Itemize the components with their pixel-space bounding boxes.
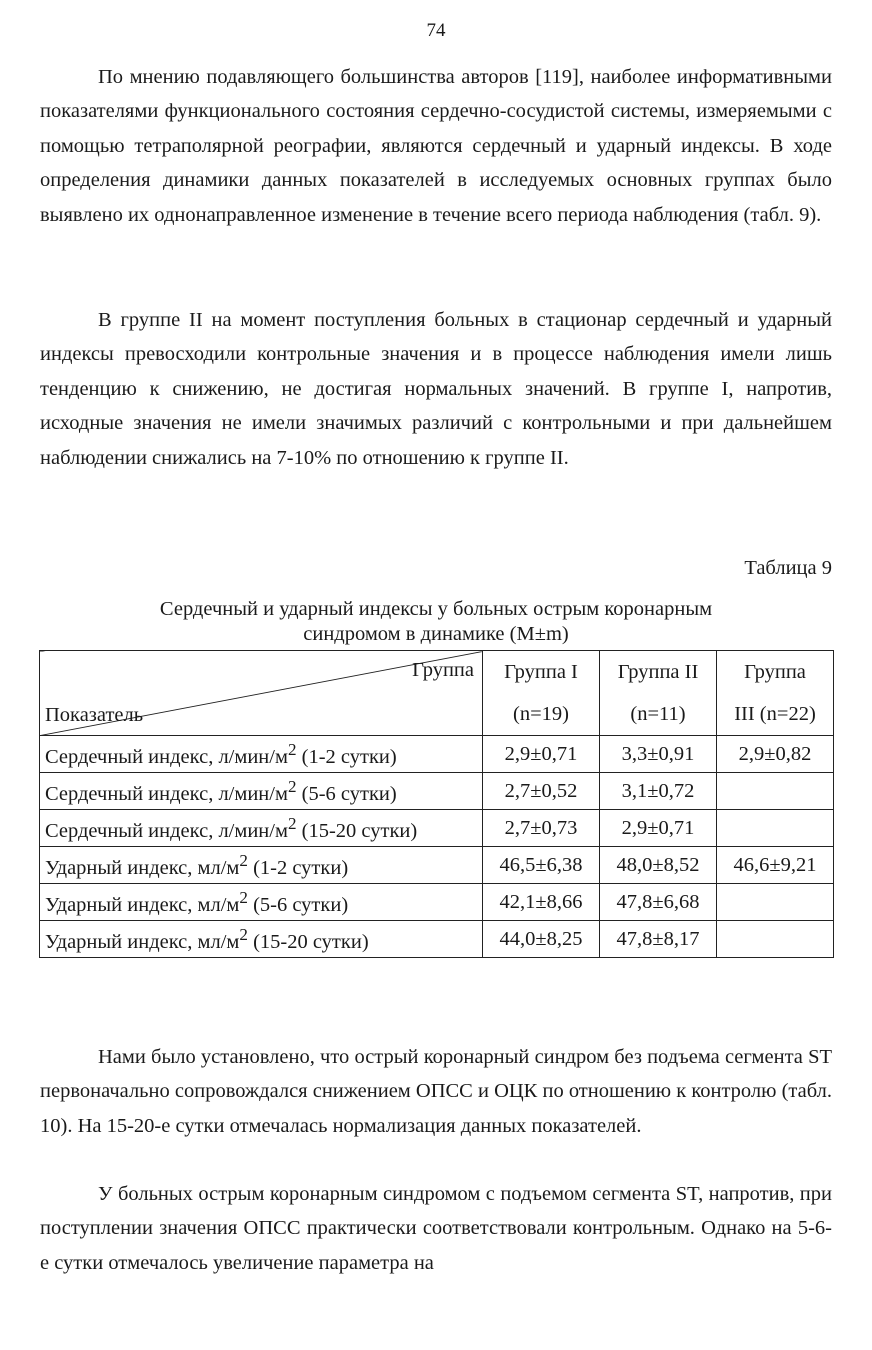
row-label: Сердечный индекс, $л/мин/м^2$ (5-6 сутки) xyxy=(40,773,483,810)
table-title-line-1: Сердечный и ударный индексы у больных острым коронарным xyxy=(159,598,713,620)
cell-group-1: 46,5±6,38 xyxy=(483,847,600,884)
table-row xyxy=(40,884,834,921)
table-row xyxy=(40,847,834,884)
cell-group-1: 42,1±8,66 xyxy=(483,884,600,921)
header-group-3-n: III (n=22) xyxy=(734,703,816,725)
header-group-1-name: Группа I xyxy=(504,661,578,683)
cell-group-3 xyxy=(717,810,834,847)
cell-group-2: 47,8±8,17 xyxy=(600,921,717,958)
cell-group-2: 48,0±8,52 xyxy=(600,847,717,884)
paragraph-stemi: У больных острым коронарным синдромом с подъемом сегмента ST, напротив, при поступлении значения ОПСС практически соответствовали контрольным. Однако на 5-6-е сутки отмечалось увеличение параметра на xyxy=(40,1183,832,1274)
cell-group-2: 3,1±0,72 xyxy=(600,773,717,810)
cell-group-2: 2,9±0,71 xyxy=(600,810,717,847)
table-row xyxy=(40,736,834,773)
table-row xyxy=(40,810,834,847)
table-row xyxy=(40,773,834,810)
row-label: Сердечный индекс, $л/мин/м^2$ (1-2 сутки) xyxy=(40,736,483,773)
table-title-line-2: синдромом в динамике (M±m) xyxy=(303,623,569,645)
row-label: Ударный индекс, $мл/м^2$ (1-2 сутки) xyxy=(40,847,483,884)
paragraph-nstemi: Нами было установлено, что острый коронарный синдром без подъема сегмента ST первоначально сопровождался снижением ОПСС и ОЦК по отношению к контролю (табл. 10). На 15-20-е сутки отмечалась нормализация данных показателей. xyxy=(40,1046,832,1137)
header-group-1-n: (n=19) xyxy=(513,703,569,725)
header-indicator-label: Показатель xyxy=(45,704,144,726)
page-number: 74 xyxy=(426,20,446,41)
cell-group-1: 2,7±0,73 xyxy=(483,810,600,847)
header-group-2-name: Группа II xyxy=(617,661,699,683)
cell-group-3 xyxy=(717,773,834,810)
header-group-1 xyxy=(483,651,600,736)
cell-group-3 xyxy=(717,884,834,921)
table-label: Таблица 9 xyxy=(744,557,832,579)
cell-group-1: 44,0±8,25 xyxy=(483,921,600,958)
paragraph-intro: По мнению подавляющего большинства авторов [119], наиболее информативными показателями функционального состояния сердечно-сосудистой системы, измеряемыми с помощью тетраполярной реографии, являются сердечный и ударный индексы. В ходе определения динамики данных показателей в исследуемых основных группах было выявлено их однонаправленное изменение в течение всего периода наблюдения (табл. 9). xyxy=(40,66,832,226)
row-label: Сердечный индекс, $л/мин/м^2$ (15-20 сутки) xyxy=(40,810,483,847)
cell-group-1: 2,9±0,71 xyxy=(483,736,600,773)
row-label: Ударный индекс, $мл/м^2$ (5-6 сутки) xyxy=(40,884,483,921)
header-group-2-n: (n=11) xyxy=(630,703,686,725)
cell-group-3: 46,6±9,21 xyxy=(717,847,834,884)
cell-group-1: 2,7±0,52 xyxy=(483,773,600,810)
cell-group-2: 3,3±0,91 xyxy=(600,736,717,773)
cell-group-3: 2,9±0,82 xyxy=(717,736,834,773)
header-group-label: Группа xyxy=(412,659,474,681)
header-diagonal-cell xyxy=(40,651,483,736)
header-group-3 xyxy=(717,651,834,736)
paragraph-group-two: В группе II на момент поступления больных в стационар сердечный и ударный индексы превосходили контрольные значения и в процессе наблюдения имели лишь тенденцию к снижению, не достигая нормальных значений. В группе I, напротив, исходные значения не имели значимых различий с контрольными и при дальнейшем наблюдении снижались на 7-10% по отношению к группе II. xyxy=(40,309,832,469)
header-group-3-name: Группа xyxy=(744,661,806,683)
table-header-row xyxy=(40,651,834,736)
cell-group-2: 47,8±6,68 xyxy=(600,884,717,921)
indices-table xyxy=(39,650,834,958)
cell-group-3 xyxy=(717,921,834,958)
row-label: Ударный индекс, $мл/м^2$ (15-20 сутки) xyxy=(40,921,483,958)
header-group-2 xyxy=(600,651,717,736)
table-title xyxy=(40,597,832,647)
table-row xyxy=(40,921,834,958)
